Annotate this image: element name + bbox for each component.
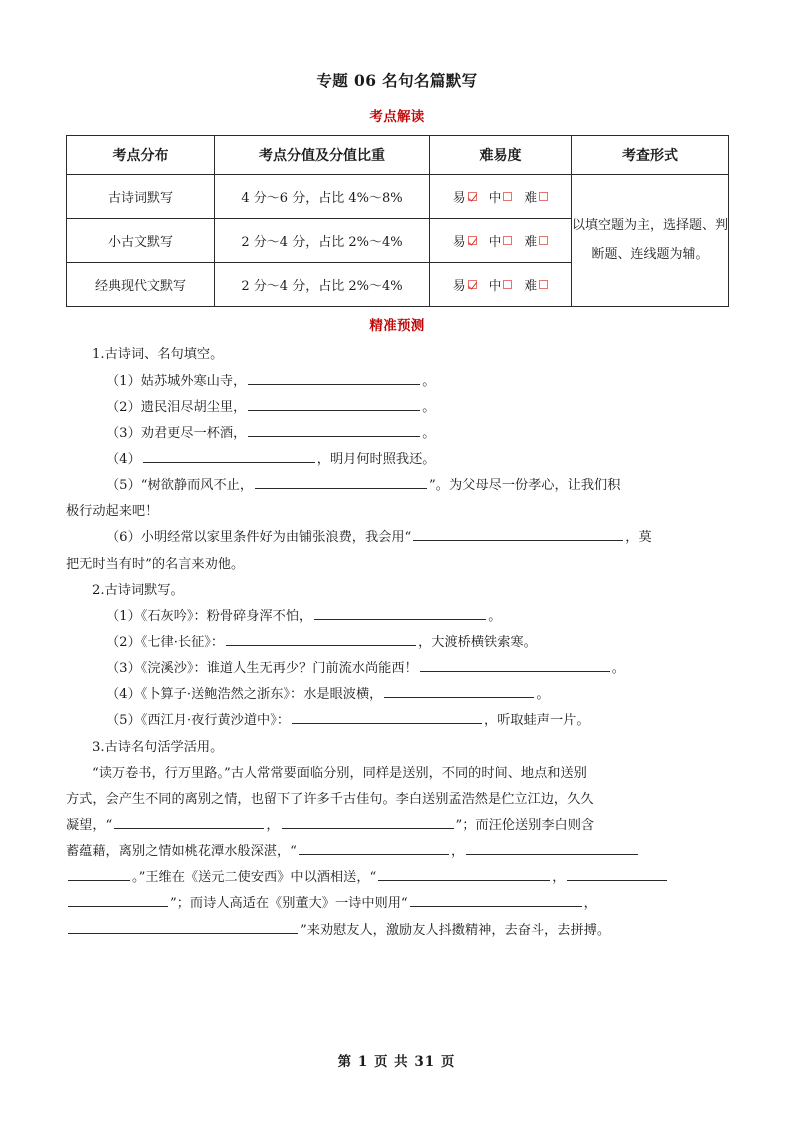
line-text: ， (450, 844, 465, 860)
line-text: ， (266, 818, 280, 833)
question-1-number: 1.古诗词、名句填空。 (92, 347, 224, 363)
answer-blank[interactable] (114, 814, 264, 829)
checkbox-empty-icon[interactable] (503, 192, 512, 201)
line-text: ， (583, 896, 597, 912)
item-tail: 。 (422, 399, 436, 415)
section-heading-kaodian: 考点解读 (369, 108, 425, 125)
line-text: “读万卷书，行万里路。”古人常常要面临分别，同样是送别，不同的时间、地点和送别 (92, 765, 587, 781)
line-text: ， (552, 870, 566, 886)
question-2-item-3 (66, 656, 728, 682)
cell-distribution: 小古文默写 (67, 218, 215, 262)
difficulty-option-easy[interactable] (453, 187, 477, 206)
answer-blank[interactable] (384, 683, 534, 698)
answer-blank[interactable] (567, 866, 667, 881)
cell-exam-form: 以填空题为主，选择题、判断题、连线题为辅。 (572, 174, 729, 306)
line-text: 蓄蕴藉，离别之情如桃花潭水般深湛，“ (66, 844, 297, 860)
answer-blank[interactable] (68, 866, 130, 881)
difficulty-label-hard: 难 (524, 190, 538, 206)
answer-blank[interactable] (292, 710, 482, 725)
item-tail: 。 (488, 608, 502, 624)
checkbox-empty-icon[interactable] (539, 192, 548, 201)
checkbox-empty-icon[interactable] (503, 236, 512, 245)
question-1-item-5-cont: 极行动起来吧！ (66, 504, 159, 520)
line-text: ”；而汪伦送别李白则含 (455, 818, 595, 833)
difficulty-group (453, 231, 548, 250)
cell-difficulty (430, 174, 572, 218)
cell-difficulty (430, 218, 572, 262)
answer-blank[interactable] (314, 605, 486, 620)
difficulty-option-hard[interactable] (524, 275, 548, 294)
difficulty-label-medium: 中 (488, 190, 502, 206)
difficulty-option-medium[interactable] (489, 275, 513, 294)
item-text: （4）《卜算子·送鲍浩然之浙东》：水是眼波横， (106, 687, 383, 703)
page-title: 专题 06 名句名篇默写 (316, 71, 478, 90)
section-heading-jingzhun: 精准预测 (369, 317, 425, 334)
answer-blank[interactable] (420, 657, 610, 672)
question-1-item-2 (66, 395, 728, 421)
paragraph-line-4 (66, 839, 728, 865)
difficulty-label-hard: 难 (524, 234, 538, 250)
question-2-item-4 (66, 682, 728, 708)
question-1-item-6-cont: 把无时当有时”的名言来劝他。 (66, 556, 245, 572)
item-text: （2）遗民泪尽胡尘里， (106, 399, 247, 415)
checkbox-empty-icon[interactable] (539, 280, 548, 289)
header-score: 考点分值及分值比重 (215, 135, 430, 174)
paragraph-line-2: 方式，会产生不同的离别之情，也留下了许多千古佳句。李白送别孟浩然是伫立江边，久久 (66, 791, 594, 807)
header-difficulty: 难易度 (430, 135, 572, 174)
answer-blank[interactable] (466, 840, 638, 855)
item-text: （4） (106, 452, 141, 468)
item-tail: ，大渡桥横铁索寒。 (418, 635, 537, 651)
page-content (66, 70, 728, 944)
cell-score: 4 分～6 分，占比 4%～8% (215, 174, 430, 218)
item-text: （1）《石灰吟》：粉骨碎身浑不怕， (106, 608, 313, 624)
paragraph-line-7 (66, 918, 728, 944)
answer-blank[interactable] (226, 631, 416, 646)
question-1-item-1 (66, 369, 728, 395)
line-text: ”来劝慰友人，激励友人抖擞精神，去奋斗，去拼搏。 (300, 922, 611, 938)
item-text: （1）姑苏城外寒山寺， (106, 373, 247, 389)
item-tail: 。 (536, 687, 550, 703)
difficulty-option-easy[interactable] (453, 275, 477, 294)
header-distribution: 考点分布 (67, 135, 215, 174)
page-footer: 第 1 页 共 31 页 (337, 1054, 456, 1070)
line-text: ”；而诗人高适在《别董大》一诗中则用“ (170, 896, 408, 912)
question-3-paragraph (66, 761, 728, 944)
item-tail: ，听取蛙声一片。 (484, 713, 590, 729)
question-3-number: 3.古诗名句活学活用。 (92, 739, 224, 755)
answer-blank[interactable] (248, 422, 420, 437)
line-text: 凝望，“ (66, 818, 113, 833)
answer-blank[interactable] (248, 396, 420, 411)
difficulty-label-easy: 易 (452, 278, 466, 294)
cell-distribution: 古诗词默写 (67, 174, 215, 218)
header-form: 考查形式 (572, 135, 729, 174)
question-2-number: 2.古诗词默写。 (92, 582, 184, 598)
kaodian-table (66, 135, 729, 307)
checkbox-checked-icon[interactable] (468, 236, 477, 245)
answer-blank[interactable] (413, 527, 623, 542)
cell-score: 2 分～4 分，占比 2%～4% (215, 262, 430, 306)
item-text: （6）小明经常以家里条件好为由铺张浪费，我会用“ (106, 530, 412, 546)
answer-blank[interactable] (248, 370, 420, 385)
difficulty-option-medium[interactable] (489, 187, 513, 206)
difficulty-option-hard[interactable] (524, 231, 548, 250)
checkbox-empty-icon[interactable] (503, 280, 512, 289)
difficulty-option-hard[interactable] (524, 187, 548, 206)
item-text: （5）“树欲静而风不止， (106, 478, 254, 494)
difficulty-label-medium: 中 (488, 234, 502, 250)
paragraph-line-6 (66, 891, 728, 917)
cell-distribution: 经典现代文默写 (67, 262, 215, 306)
paragraph-line-3 (66, 813, 728, 839)
question-2-item-1 (66, 604, 728, 630)
item-tail: ”。为父母尽一份孝心，让我们积 (429, 478, 621, 494)
checkbox-checked-icon[interactable] (468, 280, 477, 289)
question-1-item-4 (66, 447, 728, 473)
item-tail: ，莫 (625, 530, 652, 546)
question-1-item-3 (66, 421, 728, 447)
answer-blank[interactable] (255, 474, 427, 489)
answer-blank[interactable] (143, 448, 315, 463)
difficulty-label-easy: 易 (452, 234, 466, 250)
difficulty-option-easy[interactable] (453, 231, 477, 250)
question-2-item-5 (66, 708, 728, 734)
paragraph-line-1 (66, 761, 728, 787)
question-1-item-5 (66, 473, 728, 499)
table-row (67, 174, 729, 218)
checkbox-empty-icon[interactable] (539, 236, 548, 245)
table-header-row (67, 135, 729, 174)
question-2-item-2 (66, 630, 728, 656)
difficulty-group (453, 187, 548, 206)
item-tail: 。 (422, 425, 436, 441)
answer-blank[interactable] (282, 814, 454, 829)
paragraph-line-5 (66, 865, 728, 891)
item-text: （3）劝君更尽一杯酒， (106, 425, 247, 441)
item-tail: 。 (611, 661, 625, 677)
difficulty-label-medium: 中 (488, 278, 502, 294)
answer-blank[interactable] (299, 840, 449, 855)
item-text: （3）《浣溪沙》：谁道人生无再少？门前流水尚能西！ (106, 661, 418, 677)
answer-blank[interactable] (410, 893, 582, 908)
item-text: （5）《西江月·夜行黄沙道中》： (106, 713, 291, 729)
item-tail: ，明月何时照我还。 (316, 452, 436, 468)
cell-score: 2 分～4 分，占比 2%～4% (215, 218, 430, 262)
difficulty-label-easy: 易 (452, 190, 466, 206)
item-text: （2）《七律·长征》： (106, 635, 225, 651)
line-text: 。”王维在《送元二使安西》中以酒相送，“ (132, 870, 377, 886)
question-1-item-6 (66, 525, 728, 551)
item-tail: 。 (422, 373, 436, 389)
difficulty-group (453, 275, 548, 294)
difficulty-option-medium[interactable] (489, 231, 513, 250)
cell-difficulty (430, 262, 572, 306)
checkbox-checked-icon[interactable] (468, 192, 477, 201)
difficulty-label-hard: 难 (524, 278, 538, 294)
answer-blank[interactable] (68, 919, 298, 934)
answer-blank[interactable] (378, 866, 550, 881)
answer-blank[interactable] (68, 893, 168, 908)
